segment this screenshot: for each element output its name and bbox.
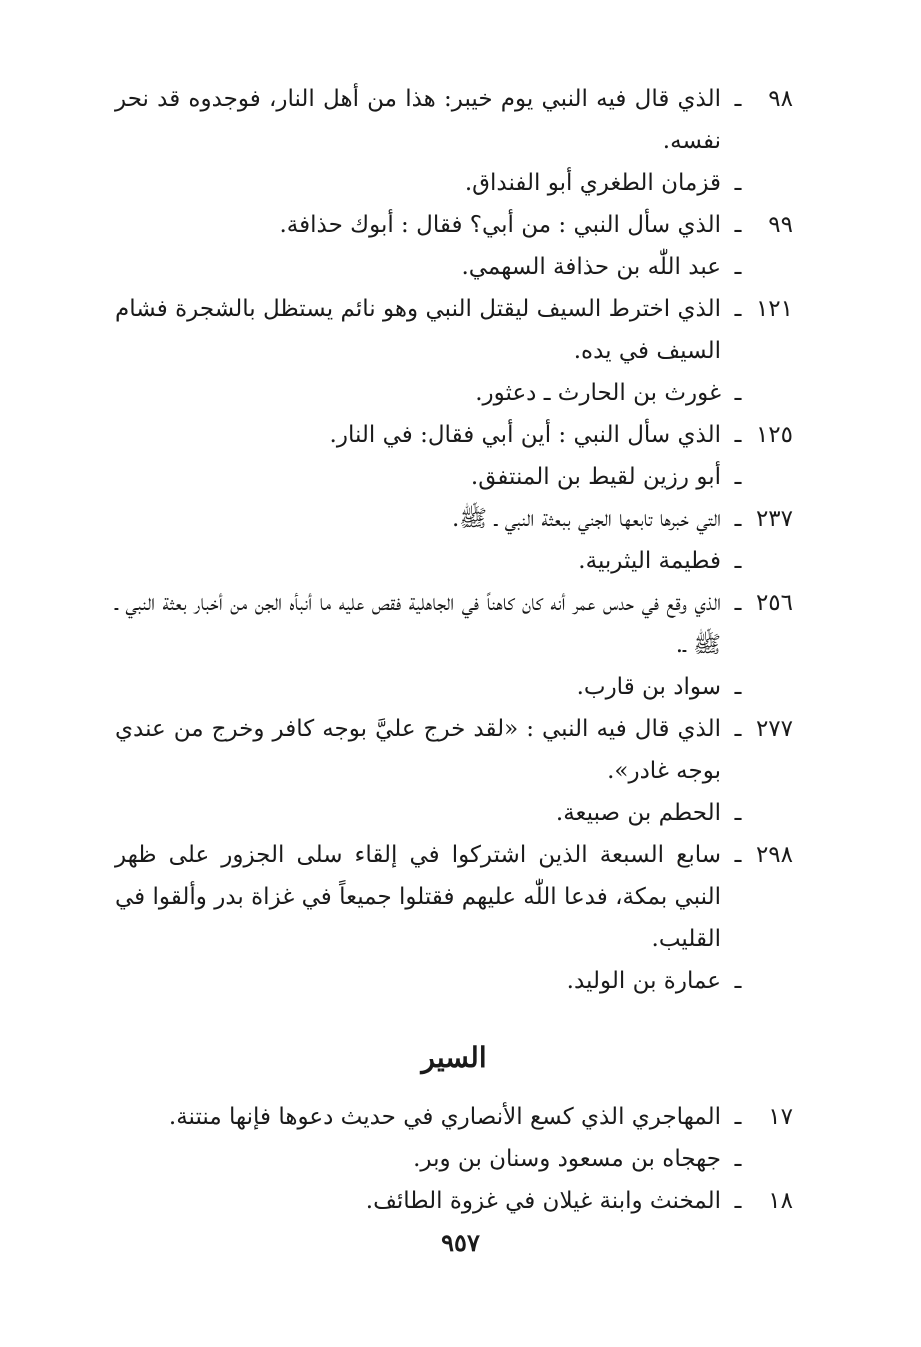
entry-number: ٩٨ (768, 86, 793, 112)
entry-question (115, 78, 793, 162)
answer-dash: ـ (734, 674, 742, 700)
entry-dash: ـ (734, 422, 742, 448)
entry-dash: ـ (734, 1104, 742, 1130)
answer-text: أبو رزين لقيط بن المنتفق. (470, 464, 721, 490)
entry-question (115, 204, 793, 246)
entry-question (115, 414, 793, 456)
entry-number: ٢٧٧ (755, 716, 793, 742)
entry-dash: ـ (734, 590, 742, 616)
page-content (115, 78, 793, 1222)
section-entries (115, 78, 793, 1002)
entry-text: المهاجري الذي كسع الأنصاري في حديث دعوها فإنها منتنة. (168, 1104, 721, 1130)
answer-text: الحطم بن صبيعة. (555, 800, 721, 826)
answer-dash: ـ (734, 170, 742, 196)
entry-dash: ـ (734, 716, 742, 742)
entry-text: الذي وقع في حدس عمر أنه كان كاهناً في الجاهلية فقص عليه ما أنبأه الجن من أخبار بعثة النبي ـ ﷺ ـ. (115, 590, 721, 658)
answer-text: جهجاه بن مسعود وسنان بن وبر. (413, 1146, 721, 1172)
entry-dash: ـ (734, 296, 742, 322)
entry-question (115, 288, 793, 372)
entry-answer (115, 540, 793, 582)
entry-answer (115, 1138, 793, 1180)
answer-text: قزمان الطغري أبو الفنداق. (464, 170, 721, 196)
entry-number: ١٢٥ (755, 422, 793, 448)
entry-dash: ـ (734, 506, 742, 532)
entry-number: ١٢١ (755, 296, 793, 322)
entry-dash: ـ (734, 1188, 742, 1214)
answer-text: فطيمة اليثربية. (578, 548, 721, 574)
entry-text: الذي قال فيه النبي يوم خيبر: هذا من أهل النار، فوجدوه قد نحر نفسه. (115, 86, 721, 154)
answer-text: عبد اللّٰه بن حذافة السهمي. (461, 254, 721, 280)
answer-dash: ـ (734, 254, 742, 280)
entry-answer (115, 792, 793, 834)
entry-question (115, 708, 793, 792)
entry-answer (115, 372, 793, 414)
entry-text: سابع السبعة الذين اشتركوا في إلقاء سلى الجزور على ظهر النبي بمكة، فدعا اللّٰه عليهم فقتلوا جميعاً في غزاة بدر وألقوا في القليب. (115, 842, 721, 952)
answer-dash: ـ (734, 464, 742, 490)
answer-text: سواد بن قارب. (576, 674, 721, 700)
entry-number: ١٨ (768, 1188, 793, 1214)
entry-text: الذي قال فيه النبي : «لقد خرج عليَّ بوجه كافر وخرج من عندي بوجه غادر». (115, 716, 721, 784)
answer-dash: ـ (734, 800, 742, 826)
entry-number: ٢٥٦ (755, 590, 793, 616)
entry-dash: ـ (734, 842, 742, 868)
entry-question (115, 1096, 793, 1138)
entry-number: ٩٩ (768, 212, 793, 238)
entry-text: الذي سأل النبي : من أبي؟ فقال : أبوك حذافة. (279, 212, 721, 238)
entry-text: الذي سأل النبي : أين أبي فقال: في النار. (329, 422, 721, 448)
answer-dash: ـ (734, 548, 742, 574)
entry-answer (115, 666, 793, 708)
entry-question (115, 498, 793, 540)
entry-dash: ـ (734, 86, 742, 112)
entry-number: ٢٣٧ (755, 506, 793, 532)
answer-dash: ـ (734, 380, 742, 406)
entry-answer (115, 162, 793, 204)
page-number: ٩٥٧ (441, 1228, 480, 1257)
answer-dash: ـ (734, 968, 742, 994)
entry-question (115, 582, 793, 666)
answer-text: عمارة بن الوليد. (566, 968, 721, 994)
entry-number: ٢٩٨ (755, 842, 793, 868)
entry-text: المخنث وابنة غيلان في غزوة الطائف. (365, 1188, 721, 1214)
entry-number: ١٧ (768, 1104, 793, 1130)
entry-answer (115, 456, 793, 498)
entry-question (115, 1180, 793, 1222)
answer-text: غورث بن الحارث ـ دعثور. (475, 380, 721, 406)
section-entries-seer (115, 1096, 793, 1222)
entry-answer (115, 246, 793, 288)
entry-question (115, 834, 793, 960)
entry-dash: ـ (734, 212, 742, 238)
answer-dash: ـ (734, 1146, 742, 1172)
entry-text: الذي اخترط السيف ليقتل النبي وهو نائم يستظل بالشجرة فشام السيف في يده. (115, 296, 721, 364)
section-heading: السير (421, 1041, 487, 1074)
entry-answer (115, 960, 793, 1002)
entry-text: التي خبرها تابعها الجني ببعثة النبي ـ ﷺ. (451, 506, 721, 532)
